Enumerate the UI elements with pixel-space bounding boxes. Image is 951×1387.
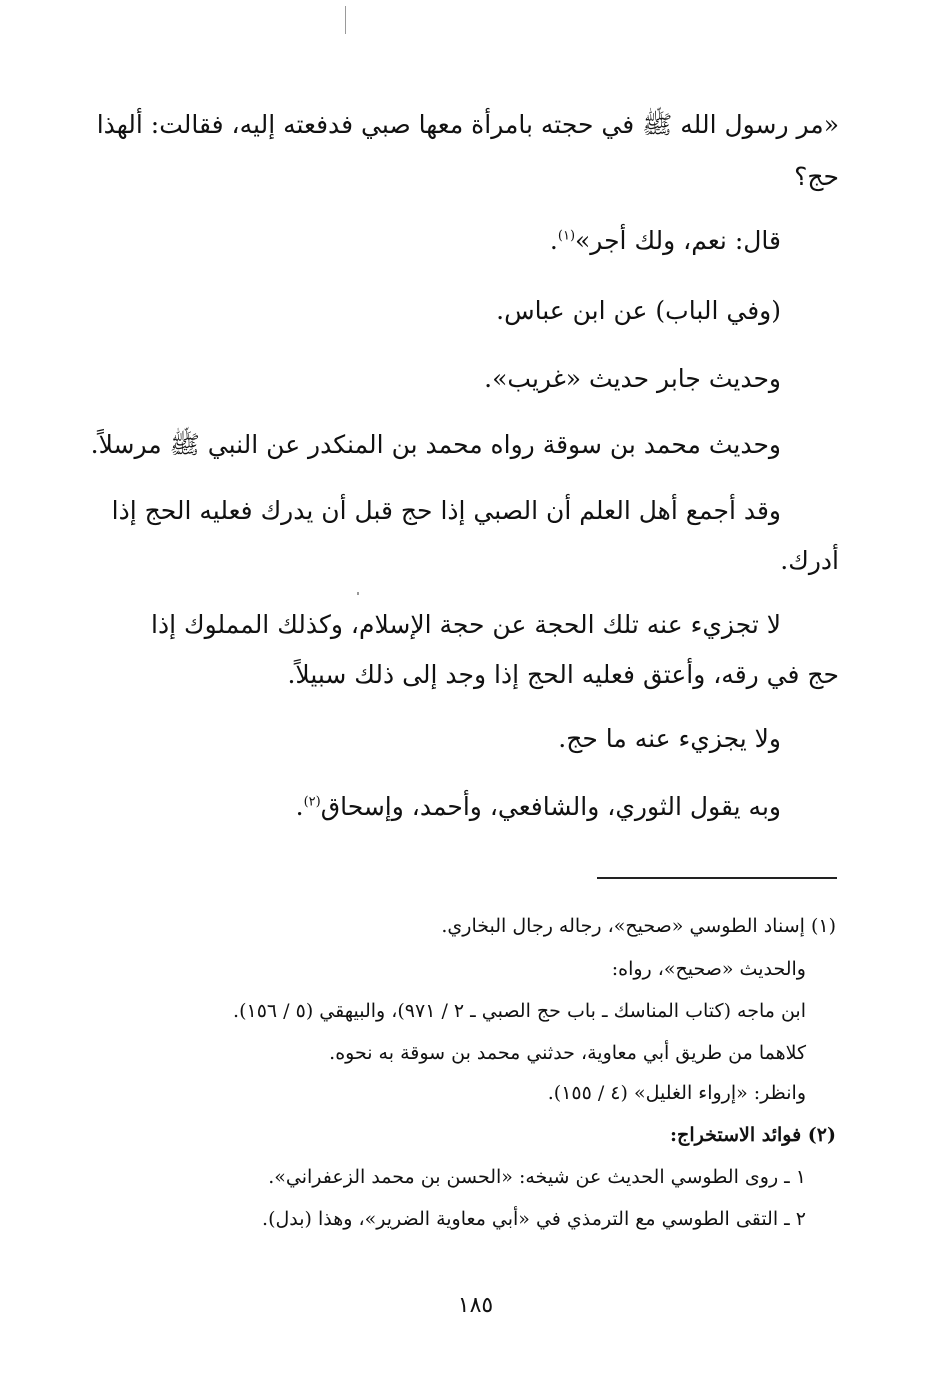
page-number: ١٨٥ (457, 1293, 494, 1318)
body-line-12-end: . (295, 792, 304, 821)
scan-mark (357, 592, 359, 595)
body-line-12 (296, 790, 781, 824)
scan-mark (345, 6, 346, 34)
body-line-6: وحديث محمد بن سوقة رواه محمد بن المنكدر عن النبي ﷺ مرسلاً. (90, 430, 781, 459)
footnote-1: (١) إسناد الطوسي «صحيح»، رجاله رجال البخاري. (441, 915, 836, 937)
body-line-3-end: . (549, 226, 558, 255)
body-line-5: وحديث جابر حديث «غريب». (484, 364, 781, 393)
body-line-10: حج في رقه، وأعتق فعليه الحج إذا وجد إلى ذلك سبيلاً. (287, 660, 839, 689)
body-line-12-text: وبه يقول الثوري، والشافعي، وأحمد، وإسحاق (320, 792, 781, 821)
body-line-9: لا تجزيء عنه تلك الحجة عن حجة الإسلام، وكذلك المملوك إذا (151, 610, 781, 639)
footnote-1-line-3: ابن ماجه (كتاب المناسك ـ باب حج الصبي ـ ٢ / ٩٧١)، والبيهقي (٥ / ١٥٦). (233, 1000, 806, 1022)
body-line-3 (550, 224, 781, 258)
footnote-2-item-1: ١ ـ روى الطوسي الحديث عن شيخه: «الحسن بن محمد الزعفراني». (268, 1166, 806, 1188)
body-line-7: وقد أجمع أهل العلم أن الصبي إذا حج قبل أن يدرك فعليه الحج إذا (111, 496, 781, 525)
footnote-1-line-5: وانظر: «إرواء الغليل» (٤ / ١٥٥). (547, 1082, 806, 1104)
footnote-ref-1: (١) (557, 228, 576, 244)
footnote-separator (597, 877, 837, 879)
footnote-2: (٢) فوائد الاستخراج: (670, 1124, 836, 1146)
body-line-3-text: قال: نعم، ولك أجر» (575, 226, 781, 255)
footnote-1-line-2: والحديث «صحيح»، رواه: (611, 958, 806, 980)
body-line-4: (وفي الباب) عن ابن عباس. (496, 296, 781, 325)
body-line-11: ولا يجزيء عنه ما حج. (558, 724, 781, 753)
footnote-ref-2: (٢) (303, 794, 321, 810)
body-line-2: حج؟ (794, 162, 839, 191)
footnote-2-item-2: ٢ ـ التقى الطوسي مع الترمذي في «أبي معاوية الضرير»، وهذا (بدل). (262, 1208, 806, 1230)
footnote-1-line-4: كلاهما من طريق أبي معاوية، حدثني محمد بن سوقة به نحوه. (329, 1042, 806, 1064)
body-line-1: «مر رسول الله ﷺ في حجته بامرأة معها صبي فدفعته إليه، فقالت: ألهذا (96, 110, 839, 139)
body-line-8: أدرك. (780, 546, 839, 575)
